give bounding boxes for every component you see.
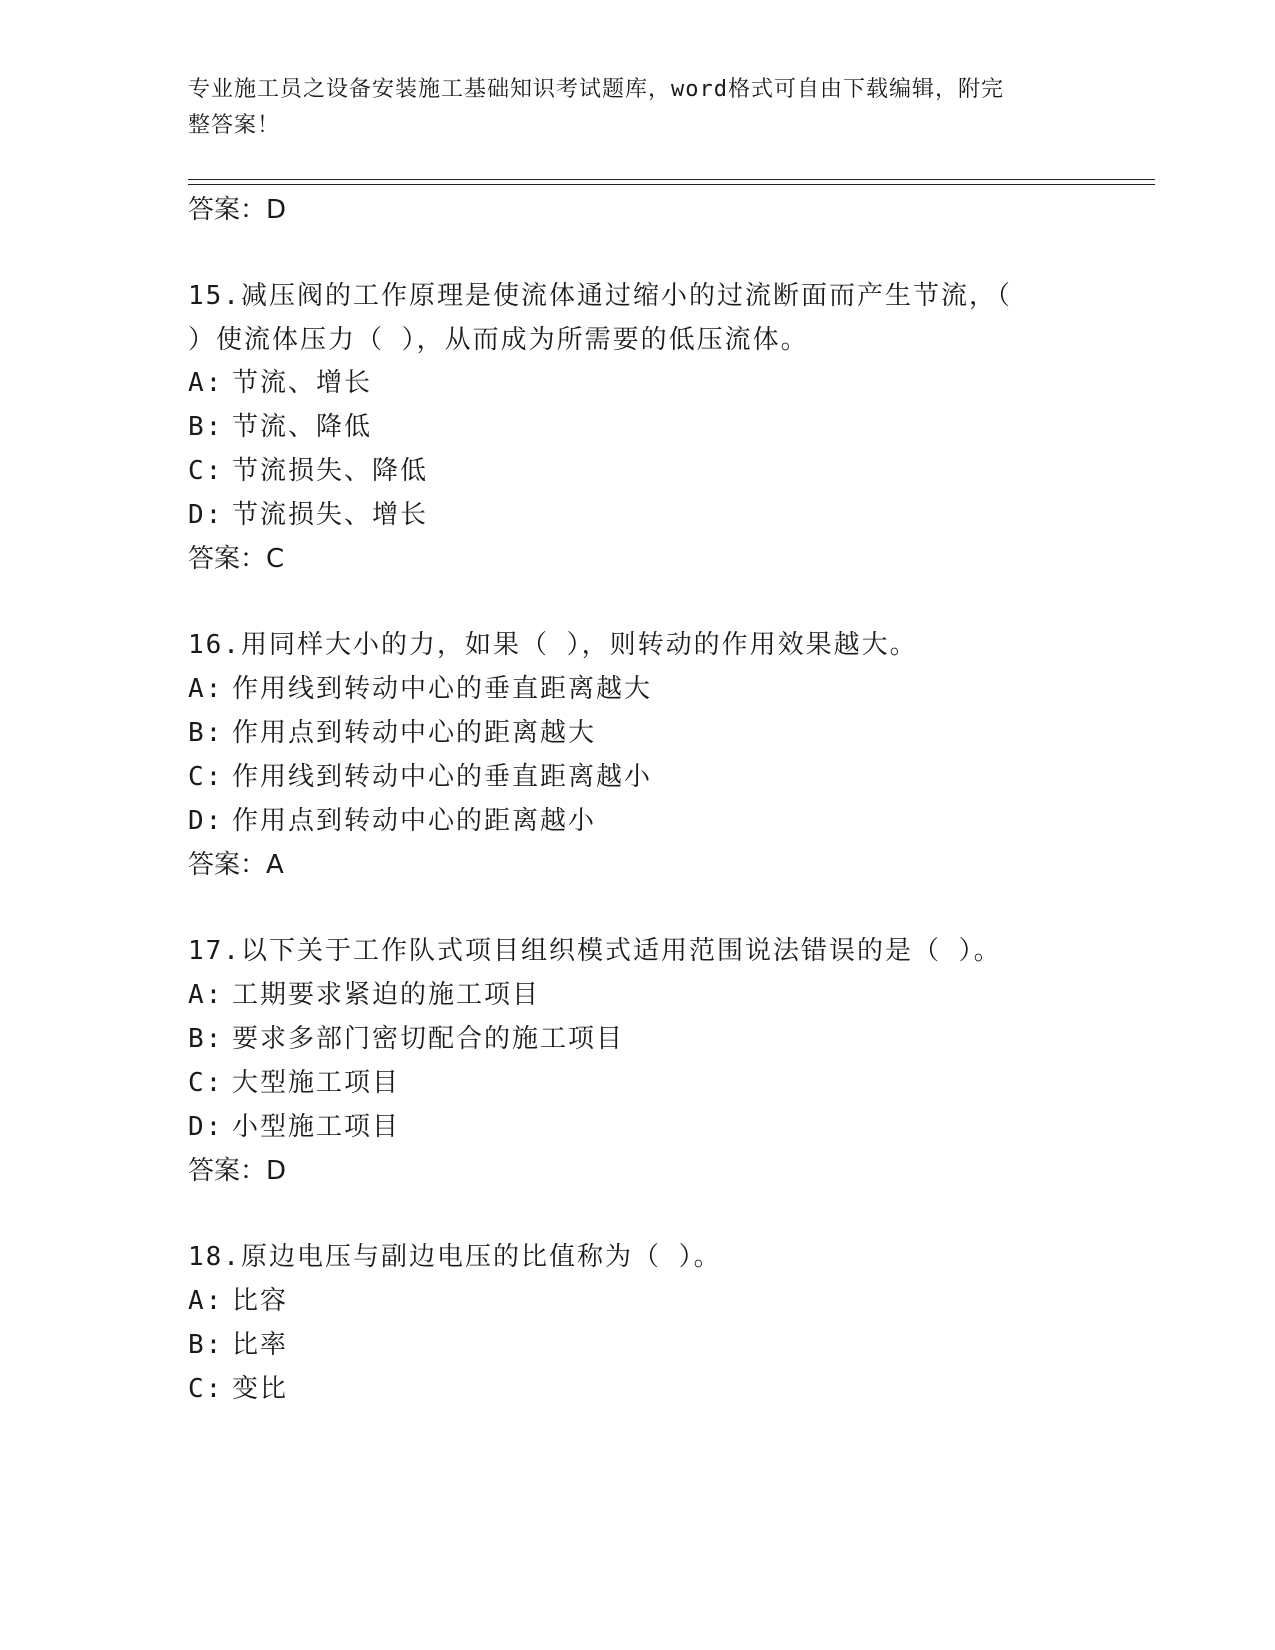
question-18-option-c <box>188 1367 288 1411</box>
question-16-option-c <box>188 755 652 799</box>
question-16-stem: 16.用同样大小的力，如果（ ），则转动的作用效果越大。 <box>188 630 918 660</box>
option-key: A: <box>188 368 224 398</box>
question-16-option-d <box>188 799 596 843</box>
question-17-option-a <box>188 973 540 1017</box>
question-16-option-b <box>188 711 596 755</box>
question-18-stem: 18.原边电压与副边电压的比值称为（ ）。 <box>188 1242 722 1272</box>
option-key: B: <box>188 412 224 442</box>
question-15-answer: 答案：C <box>188 544 285 574</box>
option-text: 小型施工项目 <box>232 1112 401 1142</box>
option-text: 节流损失、增长 <box>232 500 429 530</box>
option-key: C: <box>188 762 224 792</box>
question-15-option-d <box>188 493 428 537</box>
option-text: 作用点到转动中心的距离越小 <box>232 806 597 836</box>
option-text: 作用点到转动中心的距离越大 <box>232 718 597 748</box>
option-key: D: <box>188 1112 224 1142</box>
option-text: 节流、降低 <box>232 412 373 442</box>
option-key: C: <box>188 1068 224 1098</box>
header-divider-top <box>188 179 1155 180</box>
option-text: 大型施工项目 <box>232 1068 401 1098</box>
question-17-stem: 17.以下关于工作队式项目组织模式适用范围说法错误的是（ ）。 <box>188 936 1002 966</box>
option-text: 工期要求紧迫的施工项目 <box>232 980 541 1010</box>
question-17-option-c <box>188 1061 400 1105</box>
question-15-option-c <box>188 449 428 493</box>
option-text: 比率 <box>232 1330 289 1360</box>
question-15-stem-line-2: ）使流体压力（ ），从而成为所需要的低压流体。 <box>188 325 809 355</box>
option-key: B: <box>188 1024 224 1054</box>
option-text: 节流损失、降低 <box>232 456 429 486</box>
option-text: 比容 <box>232 1286 289 1316</box>
question-17-answer: 答案：D <box>188 1156 287 1186</box>
question-15-option-a <box>188 361 372 405</box>
question-18-option-a <box>188 1279 288 1323</box>
header-divider-bottom <box>188 184 1155 185</box>
question-17-option-b <box>188 1017 624 1061</box>
question-17-option-d <box>188 1105 400 1149</box>
question-16-answer: 答案：A <box>188 850 284 880</box>
option-key: A: <box>188 1286 224 1316</box>
answer-previous: 答案：D <box>188 195 287 225</box>
option-key: B: <box>188 718 224 748</box>
option-key: D: <box>188 500 224 530</box>
option-key: D: <box>188 806 224 836</box>
option-text: 节流、增长 <box>232 368 373 398</box>
option-text: 作用线到转动中心的垂直距离越小 <box>232 762 653 792</box>
header-line-2: 整答案！ <box>188 113 281 138</box>
question-18-option-b <box>188 1323 288 1367</box>
question-15-option-b <box>188 405 372 449</box>
option-key: A: <box>188 674 224 704</box>
option-key: C: <box>188 1374 224 1404</box>
question-15-stem-line-1: 15.减压阀的工作原理是使流体通过缩小的过流断面而产生节流，（ <box>188 281 1012 311</box>
option-text: 变比 <box>232 1374 289 1404</box>
question-16-option-a <box>188 667 652 711</box>
document-header <box>188 72 1088 144</box>
option-key: A: <box>188 980 224 1010</box>
header-line-1: 专业施工员之设备安装施工基础知识考试题库，word格式可自由下载编辑，附完 <box>188 77 1004 102</box>
option-key: C: <box>188 456 224 486</box>
option-key: B: <box>188 1330 224 1360</box>
option-text: 要求多部门密切配合的施工项目 <box>232 1024 625 1054</box>
option-text: 作用线到转动中心的垂直距离越大 <box>232 674 653 704</box>
